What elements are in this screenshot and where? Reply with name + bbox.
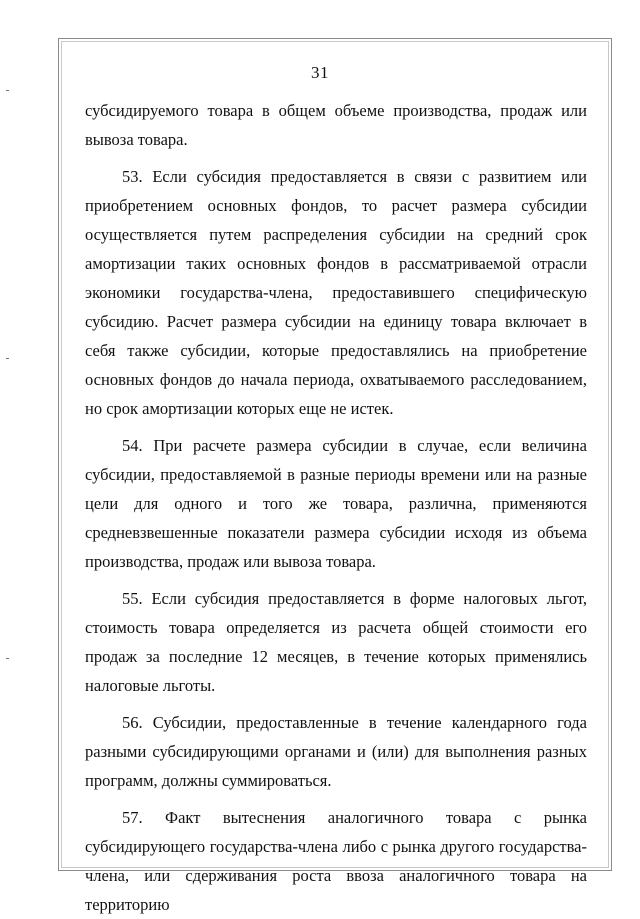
scan-edge-mark [6,90,9,91]
page-number: 31 [311,63,329,82]
paragraph-55: 55. Если субсидия предоставляется в форме налоговых льгот, стоимость товара определяется из расчета общей стоимости его продаж за последние 12 месяцев, в течение которых применялись налоговые льготы. [85,589,587,695]
scan-edge-mark [6,358,9,359]
paragraph-57: 57. Факт вытеснения аналогичного товара с рынка субсидирующего государства-члена либо с рынка другого государства-члена, или сдерживания роста ввоза аналогичного товара на территорию [85,808,587,914]
paragraph-56: 56. Субсидии, предоставленные в течение календарного года разными субсидирующими органами и (или) для выполнения разных программ, должны суммироваться. [85,713,587,790]
paragraph-54: 54. При расчете размера субсидии в случае, если величина субсидии, предоставляемой в разные периоды времени или на разные цели для одного и того же товара, различна, применяются средневзвешенные показатели размера субсидии исходя из объема производства, продаж или вывоза товара. [85,436,587,571]
paragraph-53: 53. Если субсидия предоставляется в связи с развитием или приобретением основных фондов, то расчет размера субсидии осуществляется путем распределения субсидии на средний срок амортизации таких основных фондов в рассматриваемой отрасли экономики государства-члена, предоставившего специфическую субсидию. Расчет размера субсидии на единицу товара включает в себя также субсидии, которые предоставлялись на приобретение основных фондов до начала периода, охватываемого расследованием, но срок амортизации которых еще не истек. [85,167,587,418]
scan-edge-mark [6,658,9,659]
document-body [85,96,587,919]
paragraph-continuation: субсидируемого товара в общем объеме производства, продаж или вывоза товара. [85,101,587,149]
